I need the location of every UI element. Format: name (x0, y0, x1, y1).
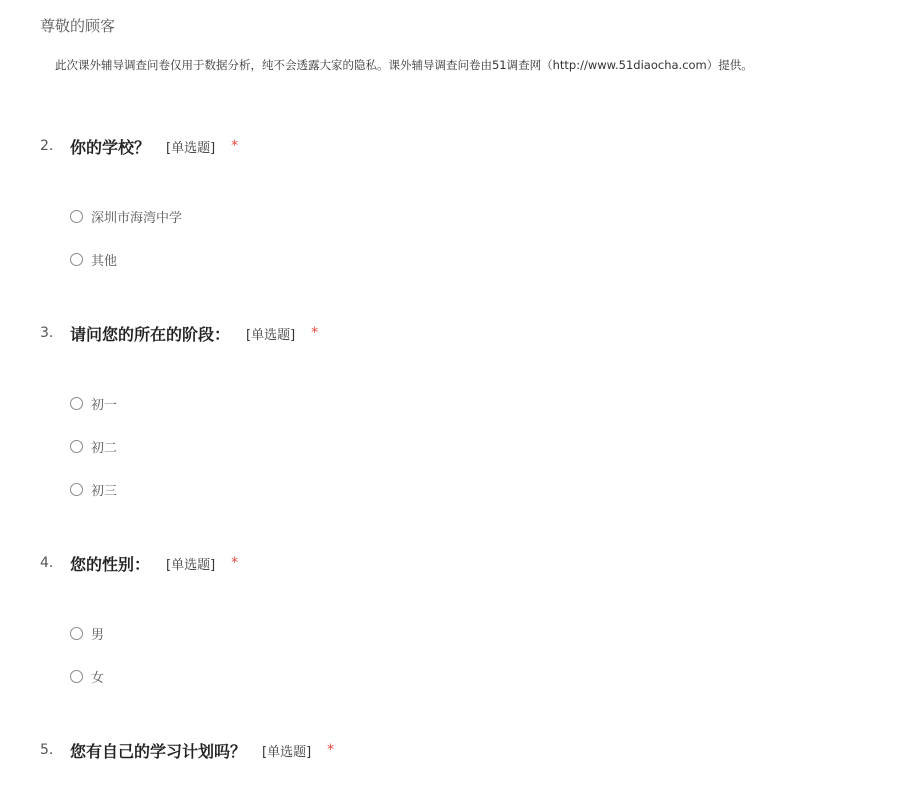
option-label[interactable]: 初一 (91, 397, 118, 413)
option-label[interactable]: 女 (91, 670, 105, 686)
question-type-label: [单选题] (262, 744, 312, 760)
question-number: 5. (40, 742, 54, 758)
option-label[interactable]: 男 (91, 627, 105, 643)
option-q2-school-haiwan[interactable] (70, 206, 182, 226)
survey-intro: 此次课外辅导调查问卷仅用于数据分析，纯不会透露大家的隐私。课外辅导调查问卷由51调查网（http://www.51diaocha.com）提供。 (55, 58, 753, 72)
radio-button-icon[interactable] (70, 210, 83, 223)
radio-button-icon[interactable] (70, 440, 83, 453)
question-type-label: [单选题] (246, 327, 296, 343)
question-number: 3. (40, 325, 54, 341)
question-title: 您有自己的学习计划吗？ (70, 741, 247, 761)
option-label[interactable]: 初二 (91, 440, 118, 456)
option-q3-grade-2[interactable] (70, 436, 117, 456)
option-q3-grade-3[interactable] (70, 479, 117, 499)
question-title: 您的性别： (70, 554, 151, 574)
question-4-header (40, 551, 238, 575)
question-3-header (40, 321, 318, 345)
option-q3-grade-1[interactable] (70, 393, 117, 413)
required-marker: * (231, 138, 239, 154)
option-label[interactable]: 初三 (91, 483, 118, 499)
question-type-label: [单选题] (166, 557, 216, 573)
option-label[interactable]: 深圳市海湾中学 (91, 210, 183, 226)
radio-button-icon[interactable] (70, 483, 83, 496)
required-marker: * (327, 742, 335, 758)
required-marker: * (311, 325, 319, 341)
question-number: 2. (40, 138, 54, 154)
option-q4-female[interactable] (70, 666, 104, 686)
question-type-label: [单选题] (166, 140, 216, 156)
radio-button-icon[interactable] (70, 397, 83, 410)
radio-button-icon[interactable] (70, 253, 83, 266)
radio-button-icon[interactable] (70, 670, 83, 683)
question-title: 你的学校？ (70, 137, 151, 157)
option-q2-other[interactable] (70, 249, 117, 269)
survey-greeting: 尊敬的顾客 (40, 17, 116, 35)
question-5-header (40, 738, 334, 762)
option-label[interactable]: 其他 (91, 253, 118, 269)
radio-button-icon[interactable] (70, 627, 83, 640)
required-marker: * (231, 555, 239, 571)
option-q4-male[interactable] (70, 623, 104, 643)
question-title: 请问您的所在的阶段： (70, 324, 231, 344)
question-2-header (40, 134, 238, 158)
question-number: 4. (40, 555, 54, 571)
